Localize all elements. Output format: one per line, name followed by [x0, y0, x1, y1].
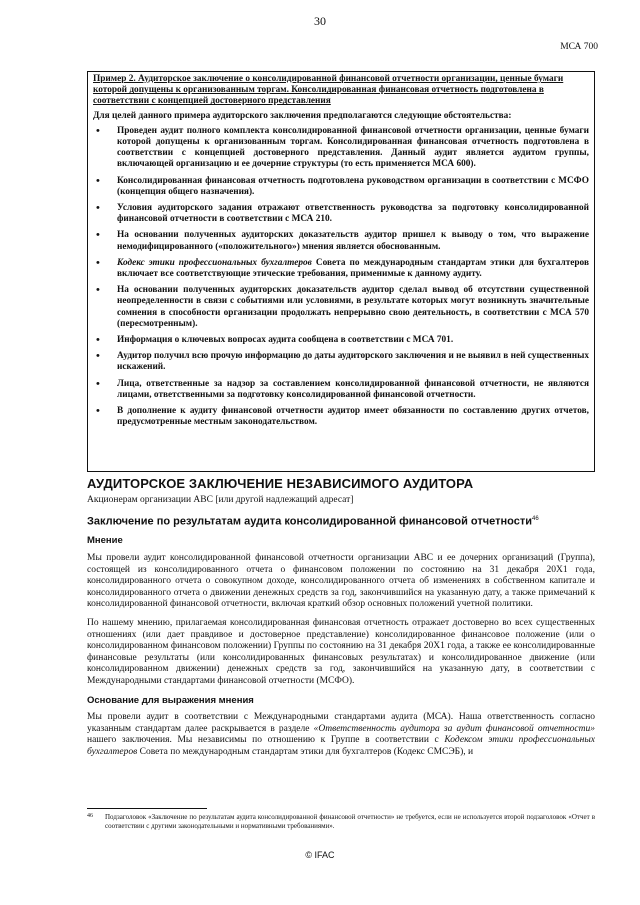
basis-paragraph-1: Мы провели аудит в соответствии с Международными стандартами аудита (МСА). Наша ответственность согласно указанным стандартам далее раскрывается в разделе «Ответственность аудитора за аудит финансовой отчетности» нашего заключения. Мы независимы по отношению к Группе в соответствии с Кодексом этики профессиональных бухгалтеров Совета по международным стандартам этики для бухгалтеров (Кодекс СМСЭБ), и [87, 712, 595, 757]
list-item: • Аудитор получил всю прочую информацию до даты аудиторского заключения и не выявил в ней существенных искажений. [93, 351, 589, 373]
example-intro: Для целей данного примера аудиторского заключения предполагаются следующие обстоятельства: [93, 110, 512, 121]
footnote-divider [87, 808, 207, 809]
footnote-number: 46 [87, 813, 93, 819]
list-item: • Условия аудиторского задания отражают ответственность руководства за подготовку консолидированной финансовой отчетности в соответствии с МСА 210. [93, 203, 589, 225]
code-of-ethics-italic: Кодекс этики профессиональных бухгалтеров [117, 257, 312, 268]
opinion-paragraph-1: Мы провели аудит консолидированной финансовой отчетности организации АВС и ее дочерних организаций (Группа), состоящей из консолидированного отчета о финансовом положении по состоянию на 31 декабря 20Х1 года, консолидированного отчета о совокупном доходе, консолидированного отчета об изменениях в собственном капитале и консолидированного отчета о движении денежных средств за год, закончившийся на указанную дату, а также примечаний к консолидированной финансовой отчетности, включая краткий обзор основных положений учетной политики. [87, 553, 595, 610]
list-item: • Проведен аудит полного комплекта консолидированной финансовой отчетности организации, ценные бумаги которой допущены к организованным торгам. Консолидированная финансовая отчетность подготовлена в соответствии с концепцией достоверного представления. Данный аудит является аудитом группы, включающей организацию и ее дочерние структуры (то есть применяется МСА 600). [93, 126, 589, 171]
example-box [87, 71, 595, 472]
report-body [87, 478, 595, 766]
circumstances-list [93, 126, 589, 429]
list-item: • На основании полученных аудиторских доказательств аудитор сделал вывод об отсутствии существенной неопределенности в связи с событиями или условиями, в результате которых могут возникнуть значительные сомнения в способности организации продолжать непрерывно свою деятельность, в соответствии с МСА 570 (пересмотренным). [93, 285, 589, 330]
footnote-ref[interactable]: 46 [532, 516, 539, 523]
document-code: МСА 700 [560, 42, 598, 52]
opinion-paragraph-2: По нашему мнению, прилагаемая консолидированная финансовая отчетность отражает достоверно во всех существенных отношениях (или дает правдивое и достоверное представление) консолидированное финансовое положение (или о консолидированном финансовом положении) Группы по состоянию на 31 декабря 20Х1 года, а также ее консолидированные финансовые результаты (или консолидированных финансовых результатах) и консолидированное движение (или консолидированном движении) денежных средств за год, закончившийся на указанную дату, в соответствии с Международными стандартами финансовой отчетности (МСФО). [87, 618, 595, 686]
list-item: • В дополнение к аудиту финансовой отчетности аудитор имеет обязанности по составлению других отчетов, предусмотренные местным законодательством. [93, 406, 589, 428]
copyright: © IFAC [305, 850, 335, 860]
footnote-text: Подзаголовок «Заключение по результатам аудита консолидированной финансовой отчетности» не требуется, если не используется второй подзаголовок «Отчет в соответствии с другими законодательными и нормативными требованиями». [105, 813, 595, 830]
basis-heading: Основание для выражения мнения [87, 694, 254, 706]
footnote [87, 813, 595, 831]
list-item: • Информация о ключевых вопросах аудита сообщена в соответствии с МСА 701. [93, 335, 589, 346]
list-item: • Консолидированная финансовая отчетность подготовлена руководством организации в соответствии с МСФО (концепция общего назначения). [93, 176, 589, 198]
report-addressee: Акционерам организации АВС [или другой надлежащий адресат] [87, 494, 354, 505]
report-heading: АУДИТОРСКОЕ ЗАКЛЮЧЕНИЕ НЕЗАВИСИМОГО АУДИТОРА [87, 476, 474, 491]
list-item: • На основании полученных аудиторских доказательств аудитор пришел к выводу о том, что выражение немодифицированного («положительного») мнения является обоснованным. [93, 230, 589, 252]
list-item: • Лица, ответственные за надзор за составлением консолидированной финансовой отчетности, не являются лицами, ответственными за подготовку консолидированной финансовой отчетности. [93, 379, 589, 401]
opinion-heading: Мнение [87, 535, 123, 547]
example-title: Пример 2. Аудиторское заключение о консолидированной финансовой отчетности организации, ценные бумаги которой допущены к организованным торгам. Консолидированная финансовая отчетность подготовлена в соответствии с концепцией достоверного представления [93, 74, 564, 107]
section-title: Заключение по результатам аудита консолидированной финансовой отчетности$^{46}$ [87, 515, 539, 528]
list-item: • Кодекс этики профессиональных бухгалтеров Совета по международным стандартам этики для бухгалтеров включает все соответствующие этические требования, применимые к данному аудиту. [93, 258, 589, 280]
page-number: 30 [314, 14, 326, 28]
